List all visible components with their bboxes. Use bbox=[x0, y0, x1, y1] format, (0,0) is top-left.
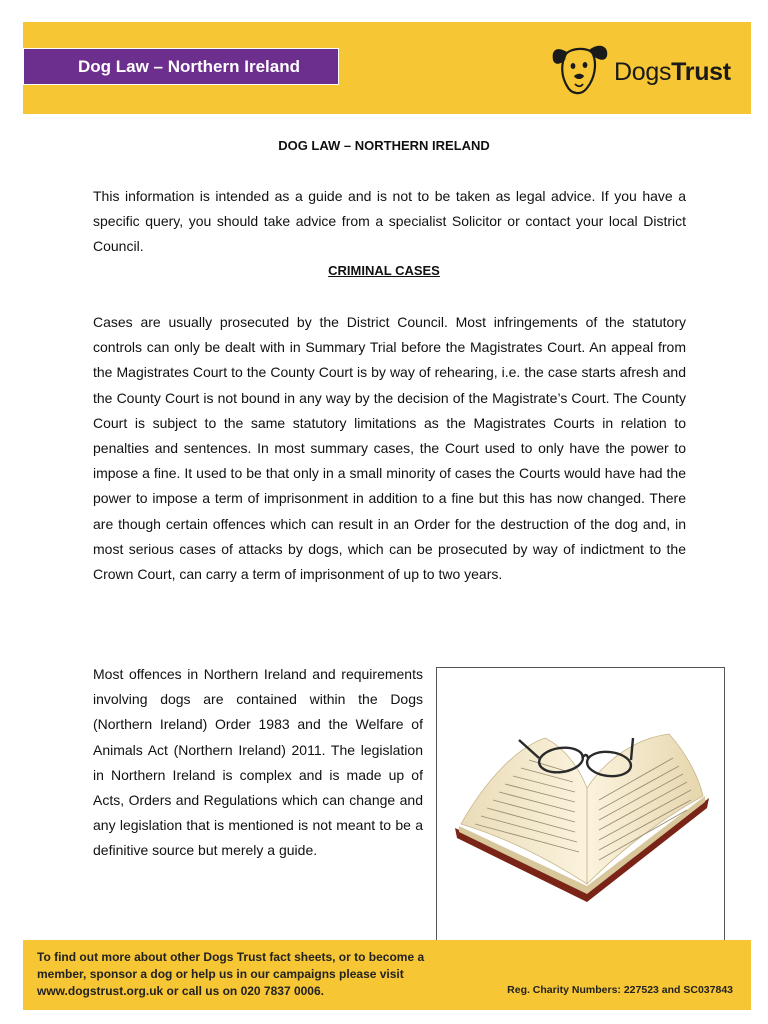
dog-face-icon bbox=[549, 38, 613, 100]
footer-band bbox=[23, 940, 751, 1010]
offences-paragraph: Most offences in Northern Ireland and requirements involving dogs are contained within the Dogs (Northern Ireland) Order 1983 and the Welfare of Animals Act (Northern Ireland) 2011. The legislation in Northern Ireland is complex and is made up of Acts, Orders and Regulations which can change and any legislation that is mentioned is not meant to be a definitive source but merely a guide. bbox=[93, 666, 423, 859]
dogs-trust-logo bbox=[549, 38, 739, 100]
document-title: DOG LAW – NORTHERN IRELAND bbox=[278, 138, 490, 153]
header-band bbox=[23, 22, 751, 114]
intro-paragraph: This information is intended as a guide and is not to be taken as legal advice. If you have a specific query, you should take advice from a specialist Solicitor or contact your local District Council. bbox=[93, 188, 686, 255]
logo-wordmark bbox=[614, 58, 731, 87]
open-book-with-glasses-image bbox=[437, 668, 724, 946]
charity-numbers: Reg. Charity Numbers: 227523 and SC037843 bbox=[507, 984, 733, 996]
footer-info-text: To find out more about other Dogs Trust fact sheets, or to become a member, sponsor a dog or help us in our campaigns please visit www.dogstrust.org.uk or call us on 020 7837 0006. bbox=[37, 950, 425, 998]
logo-text-bold: Trust bbox=[671, 58, 731, 86]
section-heading-criminal-cases: CRIMINAL CASES bbox=[328, 263, 440, 278]
title-tab bbox=[23, 48, 339, 85]
book-illustration-frame bbox=[436, 667, 725, 947]
logo-text-light: Dogs bbox=[614, 58, 672, 86]
criminal-cases-paragraph: Cases are usually prosecuted by the District Council. Most infringements of the statutory controls can only be dealt with in Summary Trial before the Magistrates Court. An appeal from the Magistrates Court to the County Court is by way of rehearing, i.e. the case starts afresh and the County Court is not bound in any way by the decision of the Magistrate’s Court. The County Court is subject to the same statutory limitations as the Magistrates Courts in relation to penalties and sentences. In most summary cases, the Court used to only have the power to impose a fine. It used to be that only in a small minority of cases the Courts would have had the power to impose a term of imprisonment in addition to a fine but this has now changed. There are though certain offences which can result in an Order for the destruction of the dog and, in most serious cases of attacks by dogs, which can be prosecuted by way of indictment to the Crown Court, can carry a term of imprisonment of up to two years. bbox=[93, 314, 686, 583]
header-title: Dog Law – Northern Ireland bbox=[78, 57, 300, 76]
